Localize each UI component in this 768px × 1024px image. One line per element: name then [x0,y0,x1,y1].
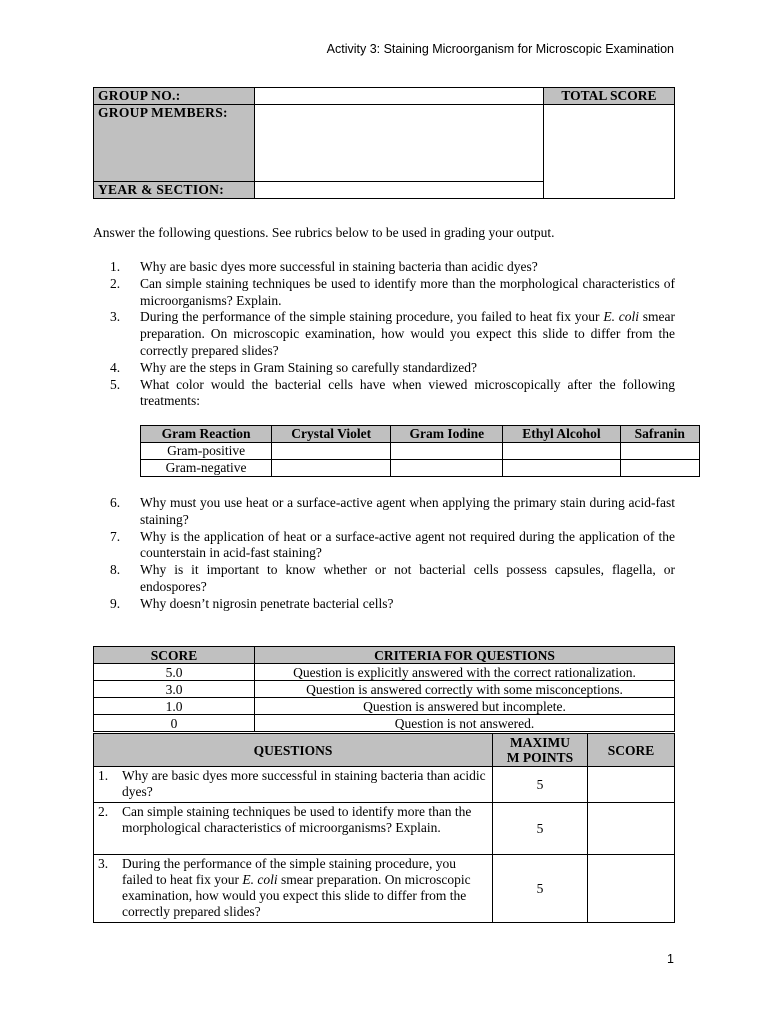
question-item: 8. Why is it important to know whether or not bacterial cells possess capsules, flagella, or endospores? [110,562,675,594]
group-info-table [93,87,675,199]
answer-cell[interactable] [391,460,503,477]
table-row [94,715,675,732]
answer-cell[interactable] [272,460,391,477]
table-row [94,767,675,803]
gram-header-cell: Crystal Violet [272,426,391,443]
rubric-criteria: Question is explicitly answered with the correct rationalization. [255,664,675,681]
gram-header-cell: Gram Iodine [391,426,503,443]
answer-cell[interactable] [272,443,391,460]
max-points-header: MAXIMU M POINTS [493,734,588,767]
table-row [94,664,675,681]
total-score-label: TOTAL SCORE [544,88,675,105]
rubric-criteria: Question is answered correctly with some misconceptions. [255,681,675,698]
rubric-score: 0 [94,715,255,732]
questions-header: QUESTIONS [94,734,493,767]
group-members-field[interactable] [255,105,544,182]
eval-question: 1. Why are basic dyes more successful in staining bacteria than acidic dyes? [94,767,493,803]
score-cell[interactable] [588,803,675,855]
question-item: 5. What color would the bacterial cells have when viewed microscopically after the following treatments: [110,376,675,409]
question-item: 6. Why must you use heat or a surface-active agent when applying the primary stain during acid-fast staining? [110,495,675,527]
question-item: 7. Why is the application of heat or a surface-active agent not required during the application of the counterstain in acid-fast staining? [110,528,675,561]
group-no-label: GROUP NO.: [94,88,255,105]
rubric-score: 5.0 [94,664,255,681]
max-points: 5 [493,855,588,923]
question-item: 1. Why are basic dyes more successful in staining bacteria than acidic dyes? [110,259,538,274]
table-row [94,698,675,715]
rubric-criteria: Question is answered but incomplete. [255,698,675,715]
gram-row-label: Gram-negative [141,460,272,477]
page-header: Activity 3: Staining Microorganism for Microscopic Examination [326,42,674,56]
evaluation-table [93,733,675,923]
gram-stain-table [140,425,700,477]
table-row [94,681,675,698]
rubric-criteria-header: CRITERIA FOR QUESTIONS [255,647,675,664]
question-item: 9. Why doesn’t nigrosin penetrate bacterial cells? [110,595,394,611]
answer-cell[interactable] [620,443,699,460]
gram-header-cell: Gram Reaction [141,426,272,443]
table-row [94,855,675,923]
rubric-score-header: SCORE [94,647,255,664]
question-list-part-1 [110,259,675,410]
gram-row-label: Gram-positive [141,443,272,460]
group-no-field[interactable] [255,88,544,105]
question-item: 3. During the performance of the simple staining procedure, you failed to heat fix your E. coli smear preparation. On microscopic examination, how would you expect this slide to differ from the correctly prepared slides? [110,309,675,358]
score-cell[interactable] [588,767,675,803]
score-header: SCORE [588,734,675,767]
rubric-score: 1.0 [94,698,255,715]
max-points: 5 [493,767,588,803]
rubric-criteria: Question is not answered. [255,715,675,732]
year-section-field[interactable] [255,182,544,199]
table-row [94,803,675,855]
rubric-score: 3.0 [94,681,255,698]
eval-question: 2. Can simple staining techniques be used to identify more than the morphological characteristics of microorganisms? Explain. [94,803,493,855]
question-item: 4. Why are the steps in Gram Staining so carefully standardized? [110,359,478,375]
rubric-table [93,646,675,732]
total-score-field[interactable] [544,105,675,199]
year-section-label: YEAR & SECTION: [94,182,255,199]
page-number: 1 [667,952,674,966]
question-list-part-2 [110,495,675,613]
question-item: 2. Can simple staining techniques be used to identify more than the morphological characteristics of microorganisms? Explain. [110,275,675,308]
gram-header-cell: Safranin [620,426,699,443]
table-row [141,460,700,477]
answer-cell[interactable] [503,443,620,460]
eval-question: 3. During the performance of the simple staining procedure, you failed to heat fix your E. coli smear preparation. On microscopic examination, how would you expect this slide to differ from the correctly prepared slides? [94,855,493,923]
group-members-label: GROUP MEMBERS: [94,105,255,182]
table-row [141,443,700,460]
score-cell[interactable] [588,855,675,923]
answer-cell[interactable] [503,460,620,477]
instructions: Answer the following questions. See rubrics below to be used in grading your output. [93,225,555,240]
gram-header-cell: Ethyl Alcohol [503,426,620,443]
answer-cell[interactable] [620,460,699,477]
answer-cell[interactable] [391,443,503,460]
max-points: 5 [493,803,588,855]
